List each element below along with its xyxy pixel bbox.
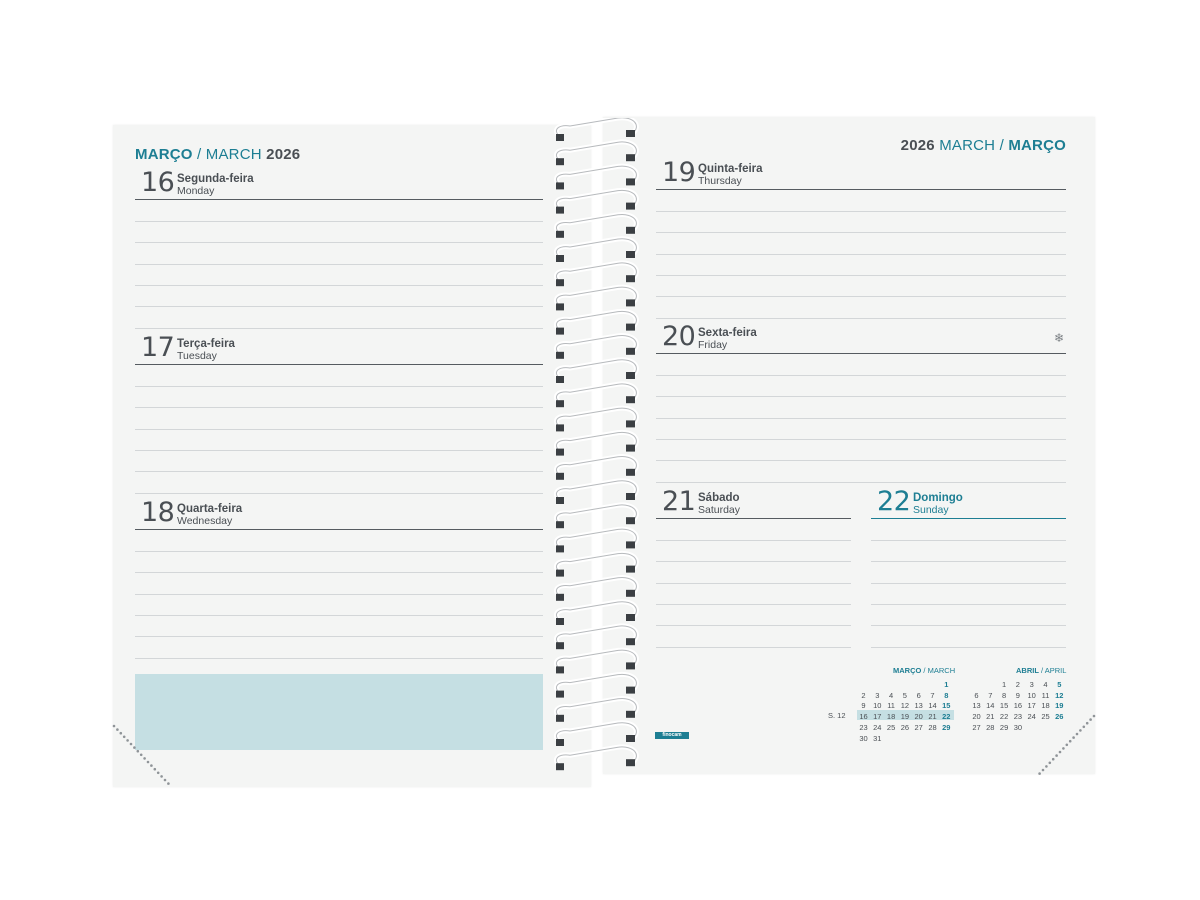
calendar-day: 27 — [972, 722, 981, 732]
writing-line[interactable] — [656, 439, 1066, 440]
calendar-day: 27 — [914, 722, 923, 732]
perforation-dot — [1059, 751, 1062, 754]
writing-line[interactable] — [135, 306, 543, 307]
writing-line[interactable] — [656, 232, 1066, 233]
writing-line[interactable] — [135, 328, 543, 329]
perforation-dot — [120, 732, 123, 735]
binding-hole — [556, 328, 564, 335]
calendar-day: 29 — [999, 722, 1009, 732]
day-name-pt: Quarta-feira — [177, 503, 243, 515]
binding-hole — [556, 424, 564, 431]
day-rule — [135, 529, 543, 530]
binding-hole — [556, 545, 564, 552]
calendar-day: 3 — [875, 690, 880, 700]
spiral-ring — [556, 263, 636, 283]
binding-hole — [626, 203, 635, 210]
calendar-day: 20 — [914, 712, 923, 722]
writing-line[interactable] — [135, 407, 543, 408]
spiral-ring — [556, 239, 636, 259]
writing-line[interactable] — [135, 264, 543, 265]
perforation-dot — [1042, 769, 1045, 772]
writing-line[interactable] — [871, 540, 1066, 541]
spiral-ring — [556, 723, 636, 743]
day-rule — [871, 518, 1066, 519]
writing-line[interactable] — [871, 647, 1066, 648]
spiral-ring — [556, 747, 636, 767]
calendar-day: 31 — [873, 733, 882, 743]
calendar-day: 7 — [988, 690, 993, 700]
header-month-pt: MARÇO — [135, 146, 193, 163]
binding-hole — [626, 590, 635, 597]
perforated-corner-right — [1030, 712, 1100, 778]
perforation-dot — [164, 779, 167, 782]
binding-hole — [626, 299, 635, 306]
day-16-header — [135, 165, 543, 200]
binding-hole — [556, 449, 564, 456]
title-pt: ABRIL — [1016, 666, 1039, 675]
binding-hole — [556, 255, 564, 262]
binding-hole — [556, 207, 564, 214]
calendar-day: 1 — [944, 680, 949, 689]
calendar-day: 15 — [942, 701, 951, 711]
writing-line[interactable] — [656, 296, 1066, 297]
binding-hole — [556, 303, 564, 310]
binding-hole — [626, 566, 635, 573]
spiral-ring — [556, 505, 636, 525]
spiral-ring — [556, 142, 636, 162]
binding-hole — [626, 420, 635, 427]
perforation-dot — [1062, 747, 1065, 750]
brand-logo: finocam — [655, 732, 689, 739]
spiral-binding — [548, 118, 648, 778]
spiral-ring — [556, 287, 636, 307]
spiral-ring — [556, 166, 636, 186]
spiral-ring — [556, 432, 636, 452]
perforation-dot — [147, 761, 150, 764]
binding-hole — [556, 400, 564, 407]
writing-line[interactable] — [871, 625, 1066, 626]
binding-hole — [626, 348, 635, 355]
perforation-dot — [130, 743, 133, 746]
writing-line[interactable] — [656, 254, 1066, 255]
day-rule — [135, 364, 543, 365]
calendar-day: 12 — [1055, 690, 1064, 700]
header-year: 2026 — [900, 137, 935, 154]
day-rule — [135, 199, 543, 200]
header-month-pt: MARÇO — [1008, 137, 1066, 154]
perforation-dot — [150, 764, 153, 767]
perforation-dot — [167, 782, 170, 785]
binding-hole — [626, 130, 635, 137]
day-20-header — [656, 319, 1066, 354]
week-number-label: S. 12 — [828, 711, 846, 720]
binding-hole — [626, 759, 635, 766]
day-17-header — [135, 330, 543, 365]
spiral-ring — [556, 360, 636, 380]
calendar-day: 2 — [861, 690, 866, 700]
writing-line[interactable] — [656, 375, 1066, 376]
binding-hole — [626, 735, 635, 742]
writing-line[interactable] — [656, 625, 851, 626]
header-month-en: MARCH — [205, 146, 262, 163]
writing-line[interactable] — [656, 540, 851, 541]
binding-hole — [626, 493, 635, 500]
writing-line[interactable] — [871, 583, 1066, 584]
writing-line[interactable] — [656, 583, 851, 584]
binding-hole — [556, 134, 564, 141]
calendar-day: 25 — [886, 722, 896, 732]
day-rule — [656, 518, 851, 519]
calendar-day: 16 — [1013, 701, 1023, 711]
calendar-day: 3 — [1029, 680, 1034, 689]
writing-line[interactable] — [656, 604, 851, 605]
perforation-dot — [1038, 772, 1041, 775]
notes-box[interactable] — [135, 674, 543, 750]
binding-hole — [556, 691, 564, 698]
calendar-day: 14 — [928, 701, 937, 711]
spiral-ring — [556, 699, 636, 719]
calendar-day: 2 — [1015, 680, 1020, 689]
spiral-ring — [556, 602, 636, 622]
day-name-pt: Terça-feira — [177, 338, 235, 350]
spiral-ring — [556, 384, 636, 404]
spiral-ring — [556, 674, 636, 694]
writing-line[interactable] — [135, 471, 543, 472]
calendar-day: 22 — [942, 712, 951, 722]
spiral-ring — [556, 553, 636, 573]
calendar-day: 7 — [930, 690, 935, 700]
header-separator: / — [192, 146, 206, 163]
calendar-day: 25 — [1041, 712, 1050, 722]
perforation-dot — [113, 725, 116, 728]
calendar-day: 9 — [1015, 690, 1020, 700]
binding-hole — [626, 469, 635, 476]
binding-hole — [626, 154, 635, 161]
day-rule — [656, 189, 1066, 190]
binding-hole — [626, 614, 635, 621]
right-page-header — [901, 137, 1066, 154]
spiral-ring — [556, 650, 636, 670]
writing-line[interactable] — [135, 493, 543, 494]
day-name-en: Wednesday — [177, 515, 233, 527]
binding-hole — [556, 521, 564, 528]
spiral-ring — [556, 529, 636, 549]
spiral-ring — [556, 311, 636, 331]
day-name-en: Sunday — [913, 504, 949, 516]
spiral-ring — [556, 578, 636, 598]
perforation-dot — [1052, 758, 1055, 761]
binding-hole — [626, 687, 635, 694]
day-number: 19 — [662, 157, 696, 188]
day-name-pt: Sábado — [698, 492, 740, 504]
calendar-day: 30 — [1013, 722, 1023, 732]
day-19-header — [656, 155, 1066, 190]
header-separator: / — [995, 137, 1009, 154]
mini-calendar-title — [893, 666, 955, 675]
snowflake-icon: ❄ — [1054, 331, 1065, 345]
perforation-dot — [154, 768, 157, 771]
binding-hole — [626, 251, 635, 258]
header-year: 2026 — [266, 146, 301, 163]
title-pt: MARÇO — [893, 666, 922, 675]
calendar-day: 15 — [999, 701, 1009, 711]
writing-line[interactable] — [656, 275, 1066, 276]
writing-line[interactable] — [871, 604, 1066, 605]
day-rule — [656, 353, 1066, 354]
day-name-pt: Segunda-feira — [177, 173, 254, 185]
calendar-day: 23 — [1013, 712, 1023, 722]
calendar-day: 26 — [1055, 712, 1064, 722]
calendar-day: 18 — [886, 712, 896, 722]
writing-line[interactable] — [656, 396, 1066, 397]
calendar-day: 6 — [974, 690, 979, 700]
day-number: 17 — [141, 332, 175, 363]
calendar-day: 22 — [999, 712, 1009, 722]
calendar-day: 10 — [1027, 690, 1036, 700]
writing-line[interactable] — [135, 450, 543, 451]
writing-line[interactable] — [135, 572, 543, 573]
writing-line[interactable] — [656, 482, 1066, 483]
perforation-dot — [1086, 722, 1089, 725]
writing-line[interactable] — [135, 221, 543, 222]
perforation-dot — [1083, 726, 1086, 729]
calendar-day: 19 — [900, 712, 910, 722]
writing-line[interactable] — [656, 460, 1066, 461]
calendar-day: 24 — [1027, 712, 1036, 722]
header-month-en: MARCH — [939, 137, 996, 154]
perforation-dot — [1055, 754, 1058, 757]
calendar-day: 23 — [859, 722, 868, 732]
perforation-dot — [1049, 762, 1052, 765]
calendar-day: 11 — [1041, 690, 1050, 700]
writing-line[interactable] — [135, 386, 543, 387]
title-sep: / — [921, 666, 928, 675]
perforation-dot — [133, 746, 136, 749]
perforation-dot — [1045, 765, 1048, 768]
calendar-day: 11 — [887, 701, 895, 711]
title-sep: / — [1038, 666, 1045, 675]
perforation-dot — [1089, 718, 1092, 721]
binding-hole — [556, 182, 564, 189]
writing-line[interactable] — [871, 561, 1066, 562]
calendar-day: 19 — [1055, 701, 1064, 711]
perforation-dot — [123, 736, 126, 739]
binding-hole — [556, 618, 564, 625]
calendar-day: 13 — [914, 701, 923, 711]
binding-hole — [626, 324, 635, 331]
calendar-day: 9 — [861, 701, 866, 711]
binding-hole — [626, 541, 635, 548]
calendar-day: 20 — [972, 712, 981, 722]
day-name-pt: Domingo — [913, 492, 963, 504]
calendar-day: 5 — [902, 690, 907, 700]
calendar-day: 21 — [928, 712, 937, 722]
writing-line[interactable] — [135, 658, 543, 659]
perforation-dot — [126, 739, 129, 742]
calendar-day: 10 — [873, 701, 882, 711]
perforation-dot — [1072, 736, 1075, 739]
calendar-day: 12 — [900, 701, 910, 711]
binding-hole — [556, 352, 564, 359]
day-name-en: Thursday — [698, 175, 742, 187]
perforation-dot — [160, 775, 163, 778]
calendar-day: 8 — [944, 690, 949, 700]
perforation-dot — [116, 728, 119, 731]
perforation-dot — [1079, 729, 1082, 732]
day-name-en: Saturday — [698, 504, 741, 516]
day-name-pt: Sexta-feira — [698, 327, 757, 339]
day-22-header — [871, 484, 1066, 519]
calendar-day: 17 — [1027, 701, 1036, 711]
day-number: 22 — [877, 486, 911, 517]
binding-hole — [626, 445, 635, 452]
writing-line[interactable] — [656, 211, 1066, 212]
calendar-day: 30 — [859, 733, 868, 743]
binding-hole — [556, 715, 564, 722]
calendar-day: 28 — [928, 722, 937, 732]
day-number: 21 — [662, 486, 696, 517]
binding-hole — [626, 372, 635, 379]
writing-line[interactable] — [656, 418, 1066, 419]
title-en: APRIL — [1044, 666, 1067, 675]
perforated-corner-left — [110, 722, 180, 788]
calendar-day: 26 — [900, 722, 910, 732]
left-page-header — [135, 146, 300, 163]
day-name-en: Tuesday — [177, 350, 217, 362]
day-name-pt: Quinta-feira — [698, 163, 763, 175]
mini-calendar-title — [1016, 666, 1066, 675]
binding-hole — [626, 711, 635, 718]
spiral-ring — [556, 626, 636, 646]
binding-hole — [556, 642, 564, 649]
day-number: 20 — [662, 321, 696, 352]
calendar-day: 5 — [1057, 680, 1062, 689]
binding-hole — [556, 231, 564, 238]
day-name-en: Friday — [698, 339, 728, 351]
binding-hole — [556, 158, 564, 165]
binding-hole — [556, 594, 564, 601]
calendar-day: 18 — [1041, 701, 1050, 711]
day-number: 18 — [141, 497, 175, 528]
binding-hole — [556, 279, 564, 286]
binding-hole — [556, 376, 564, 383]
mini-calendar-march — [857, 666, 957, 746]
spiral-ring — [556, 336, 636, 356]
spiral-ring — [556, 215, 636, 235]
writing-line[interactable] — [135, 551, 543, 552]
writing-line[interactable] — [656, 318, 1066, 319]
binding-hole — [556, 666, 564, 673]
binding-hole — [626, 178, 635, 185]
day-name-en: Monday — [177, 185, 215, 197]
perforation-dot — [157, 772, 160, 775]
binding-hole — [556, 570, 564, 577]
calendar-day: 13 — [972, 701, 981, 711]
writing-line[interactable] — [135, 594, 543, 595]
binding-hole — [626, 662, 635, 669]
perforation-dot — [140, 754, 143, 757]
writing-line[interactable] — [135, 285, 543, 286]
calendar-day: 1 — [1002, 680, 1007, 689]
day-21-header — [656, 484, 851, 519]
writing-line[interactable] — [135, 615, 543, 616]
spiral-ring — [556, 408, 636, 428]
binding-hole — [626, 275, 635, 282]
calendar-day: 24 — [873, 722, 882, 732]
perforation-dot — [1069, 740, 1072, 743]
binding-hole — [626, 227, 635, 234]
perforation-dot — [143, 757, 146, 760]
writing-line[interactable] — [656, 647, 851, 648]
perforation-dot — [1093, 715, 1096, 718]
spiral-ring — [556, 190, 636, 210]
title-en: MARCH — [927, 666, 956, 675]
binding-hole — [556, 763, 564, 770]
binding-hole — [556, 473, 564, 480]
calendar-day: 6 — [916, 690, 921, 700]
spiral-ring — [556, 457, 636, 477]
binding-hole — [626, 638, 635, 645]
calendar-day: 4 — [1043, 680, 1048, 689]
day-number: 16 — [141, 167, 175, 198]
calendar-day: 21 — [986, 712, 995, 722]
calendar-day: 8 — [1002, 690, 1007, 700]
perforation-dot — [137, 750, 140, 753]
spiral-ring — [556, 118, 636, 138]
writing-line[interactable] — [135, 636, 543, 637]
binding-hole — [556, 497, 564, 504]
writing-line[interactable] — [656, 561, 851, 562]
calendar-day: 28 — [986, 722, 995, 732]
perforation-dot — [1076, 733, 1079, 736]
binding-hole — [556, 739, 564, 746]
calendar-day: 29 — [942, 722, 951, 732]
binding-hole — [626, 396, 635, 403]
calendar-day: 17 — [873, 712, 882, 722]
calendar-day: 4 — [889, 690, 894, 700]
writing-line[interactable] — [135, 242, 543, 243]
perforation-dot — [1066, 744, 1069, 747]
calendar-day: 16 — [859, 712, 868, 722]
day-18-header — [135, 495, 543, 530]
writing-line[interactable] — [135, 429, 543, 430]
calendar-day: 14 — [986, 701, 995, 711]
spiral-ring — [556, 481, 636, 501]
binding-hole — [626, 517, 635, 524]
